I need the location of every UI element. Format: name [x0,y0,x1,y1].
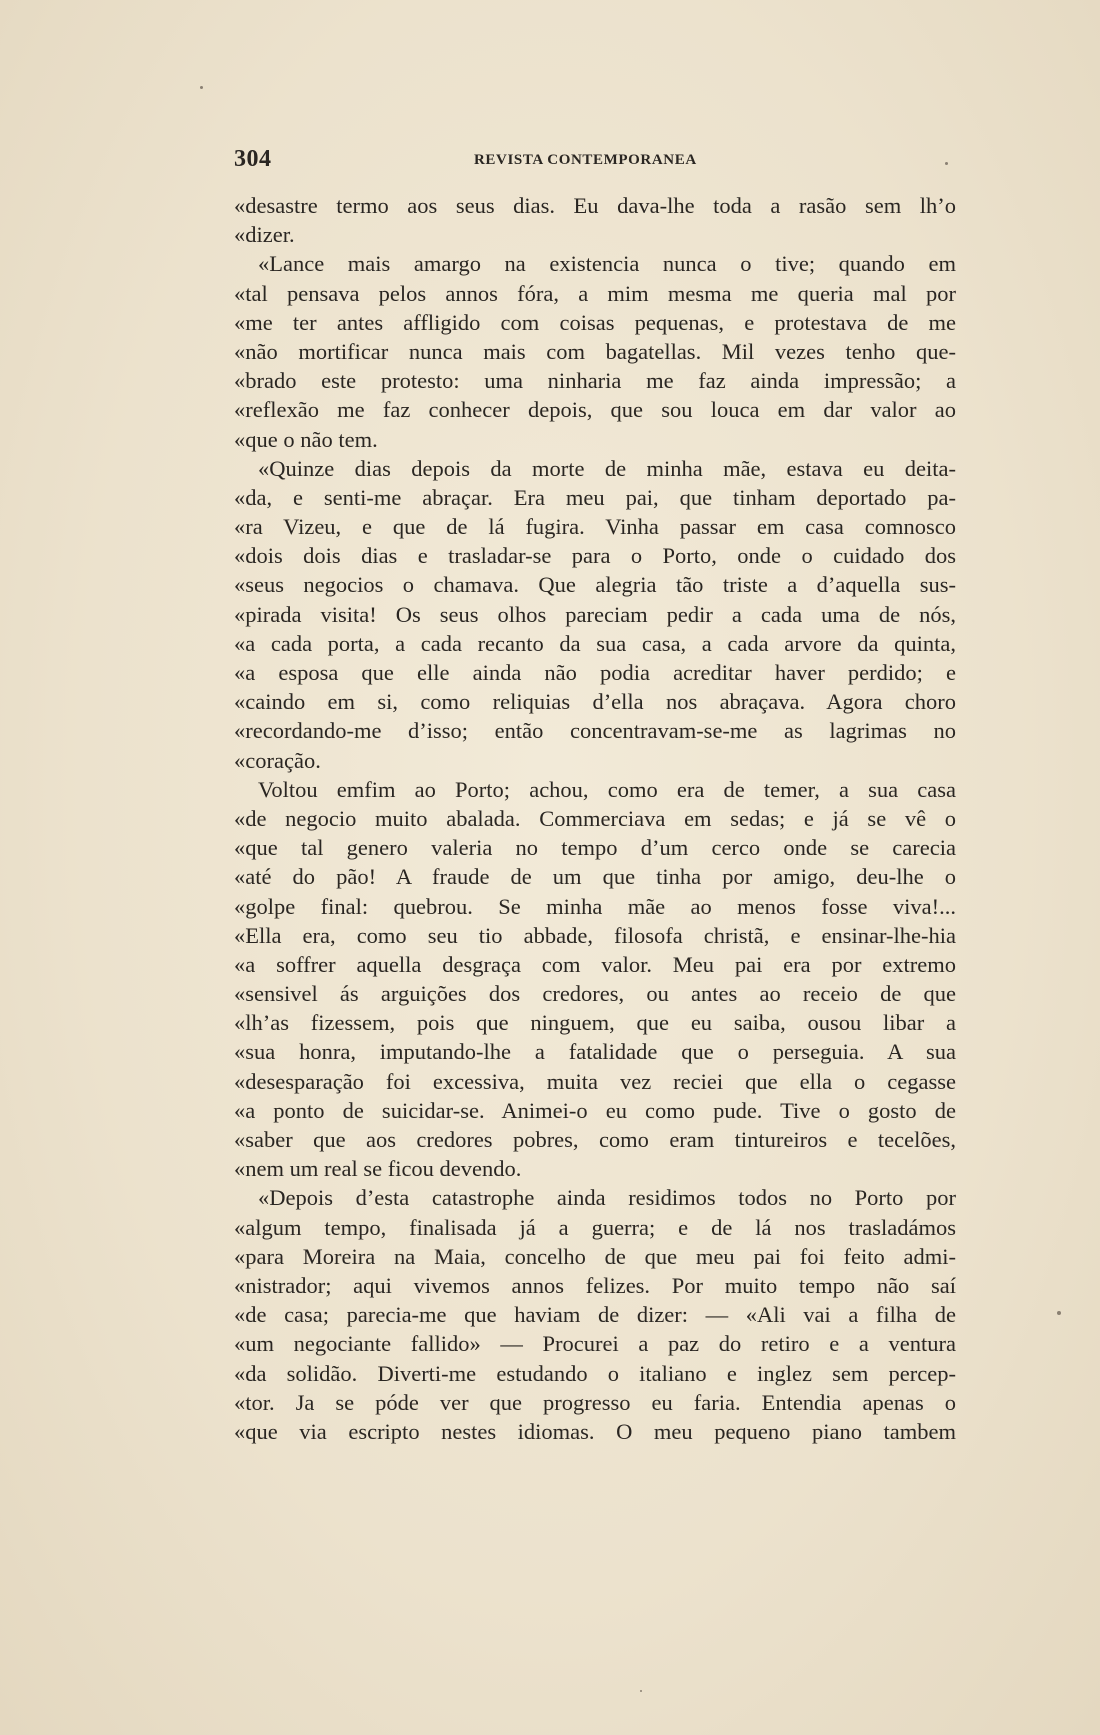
text-line: «Ella era, como seu tio abbade, filosofa christã, e ensinar-lhe-hia [234,922,956,948]
text-line: «caindo em si, como reliquias d’ella nos abraçava. Agora choro [234,689,956,715]
text-line: «coração. [234,747,321,773]
running-head: REVISTA CONTEMPORANEA [474,152,697,168]
body-text [234,191,956,1446]
paragraph-start-line: «Quinze dias depois da morte de minha mãe, estava eu deita- [258,455,956,481]
text-line: «desesparação foi excessiva, muita vez reciei que ella o cegasse [234,1068,956,1094]
text-line: «que tal genero valeria no tempo d’um cerco onde se carecia [234,835,956,861]
paragraph-start-line: Voltou emfim ao Porto; achou, como era de temer, a sua casa [258,776,956,802]
text-line: «que o não tem. [234,426,378,452]
text-line: «saber que aos credores pobres, como eram tintureiros e tecelões, [234,1127,956,1152]
text-line: «de negocio muito abalada. Commerciava em sedas; e já se vê o [234,805,956,831]
text-line: «nem um real se ficou devendo. [234,1156,522,1182]
text-line: «a esposa que elle ainda não podia acreditar haver perdido; e [234,660,956,685]
paper-speck [1057,1311,1061,1315]
text-line: «nistrador; aqui vivemos annos felizes. Por muito tempo não saí [234,1272,956,1298]
text-line: «golpe final: quebrou. Se minha mãe ao menos fosse viva!... [234,893,956,919]
page-header [234,146,956,176]
text-line: «da, e senti-me abraçar. Era meu pai, que tinham deportado pa- [234,484,956,510]
page-number: 304 [234,146,272,172]
text-line: «me ter antes affligido com coisas pequenas, e protestava de me [234,309,956,335]
text-line: «seus negocios o chamava. Que alegria tão triste a d’aquella sus- [234,572,956,598]
text-line: «que via escripto nestes idiomas. O meu pequeno piano tambem [234,1418,956,1444]
text-line: «tal pensava pelos annos fóra, a mim mesma me queria mal por [234,280,956,306]
text-line: «sensivel ás arguições dos credores, ou antes ao receio de que [234,981,956,1007]
paper-speck [945,162,948,165]
text-line: «algum tempo, finalisada já a guerra; e de lá nos trasladámos [234,1214,956,1240]
text-line: «sua honra, imputando-lhe a fatalidade que o perseguia. A sua [234,1039,956,1065]
paragraph-start-line: «Lance mais amargo na existencia nunca o tive; quando em [258,251,956,277]
text-line: «pirada visita! Os seus olhos pareciam pedir a cada uma de nós, [234,601,956,627]
text-line: «dizer. [234,222,295,248]
text-line: «para Moreira na Maia, concelho de que meu pai foi feito admi- [234,1243,956,1269]
text-line: «reflexão me faz conhecer depois, que sou louca em dar valor ao [234,397,956,423]
paragraph-start-line: «Depois d’esta catastrophe ainda residimos todos no Porto por [258,1185,956,1211]
text-line: «a ponto de suicidar-se. Animei-o eu como pude. Tive o gosto de [234,1097,956,1123]
text-line: «um negociante fallido» — Procurei a paz do retiro e a ventura [234,1331,956,1357]
text-line: «recordando-me d’isso; então concentravam-se-me as lagrimas no [234,718,956,744]
text-line: «a cada porta, a cada recanto da sua casa, a cada arvore da quinta, [234,630,956,656]
text-line: «desastre termo aos seus dias. Eu dava-lhe toda a rasão sem lh’o [234,193,956,218]
text-line: «tor. Ja se póde ver que progresso eu faria. Entendia apenas o [234,1389,956,1415]
text-line: «de casa; parecia-me que haviam de dizer: — «Ali vai a filha de [234,1302,956,1328]
text-line: «a soffrer aquella desgraça com valor. Meu pai era por extremo [234,951,956,977]
text-line: «não mortificar nunca mais com bagatellas. Mil vezes tenho que- [234,338,956,364]
paper-speck [640,1690,642,1692]
text-line: «ra Vizeu, e que de lá fugira. Vinha passar em casa comnosco [234,514,956,540]
text-line: «dois dois dias e trasladar-se para o Porto, onde o cuidado dos [234,543,956,569]
text-line: «brado este protesto: uma ninharia me faz ainda impressão; a [234,368,956,394]
paper-speck [200,86,203,89]
text-line: «da solidão. Diverti-me estudando o italiano e inglez sem percep- [234,1360,956,1386]
text-line: «até do pão! A fraude de um que tinha por amigo, deu-lhe o [234,864,956,890]
text-line: «lh’as fizessem, pois que ninguem, que eu saiba, ousou libar a [234,1010,956,1036]
